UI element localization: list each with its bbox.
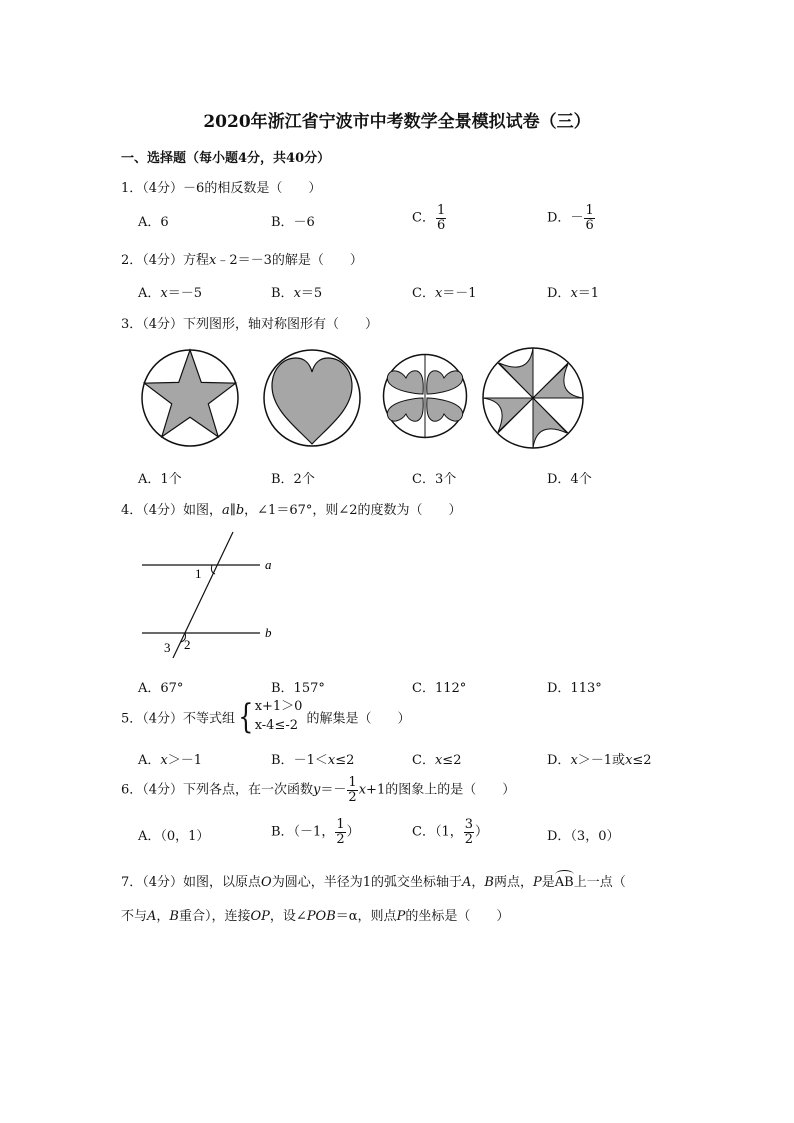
- q6-option-b-fraction: $\frac{1}{2}$: [336, 817, 345, 847]
- q3-option-a: A．1个: [138, 472, 182, 487]
- q6-stem-fraction: $\frac{1}{2}$: [348, 775, 357, 805]
- page-title: 2020年浙江省宁波市中考数学全景模拟试卷（三）: [203, 112, 591, 132]
- angle-1-arc: [211, 565, 215, 574]
- q1-option-b: B．－6: [271, 215, 315, 230]
- q5-option-b: B．－1＜x≤2: [271, 753, 355, 768]
- q4-option-d: D．113°: [547, 681, 602, 696]
- q1-option-a: A．6: [138, 215, 169, 230]
- transversal-line: [173, 532, 233, 658]
- q6-option-a: A．（0，1）: [138, 829, 210, 844]
- q5-stem: 5．（4分）不等式组{ x+1＞0 x-4≤-2 的解集是（ ）: [121, 696, 411, 737]
- q1-option-c: [412, 204, 447, 232]
- pinwheel-in-circle-figure: [481, 346, 585, 450]
- label-angle-3: 3: [164, 640, 171, 655]
- q4-option-b: B．157°: [271, 681, 325, 696]
- q5-option-a: A．x＞－1: [138, 753, 203, 768]
- q1-stem: 1．（4分）－6的相反数是（ ）: [121, 181, 322, 196]
- section-heading: 一、选择题（每小题4分，共40分）: [121, 151, 331, 166]
- q2-stem: 2．（4分）方程x﹣2＝－3的解是（ ）: [121, 253, 363, 268]
- q1-option-d: D．－ $\frac{1}{6}$: [547, 203, 594, 233]
- q1-option-d-label: D．: [547, 210, 571, 226]
- four-hearts-figure: [382, 353, 468, 439]
- q7-stem-line-1: 7．（4分）如图，以原点O为圆心，半径为1的弧交坐标轴于A，B两点，P是AB上一点（: [121, 875, 626, 890]
- q6-option-b: B．（－1， $\frac{1}{2}$ ）: [271, 817, 360, 847]
- q1-option-c-label: C．: [412, 210, 435, 226]
- star-in-circle-figure: [140, 348, 240, 448]
- label-b: b: [265, 625, 272, 640]
- parallel-lines-figure: [138, 530, 288, 660]
- q1-option-d-fraction: $\frac{1}{6}$: [585, 203, 594, 233]
- q6-option-d: D．（3，0）: [547, 829, 620, 844]
- q6-option-c: C．（1， $\frac{3}{2}$ ）: [412, 817, 489, 847]
- q2-option-b: B．x＝5: [271, 286, 323, 301]
- q4-option-c: C．112°: [412, 681, 467, 696]
- q3-stem: 3．（4分）下列图形，轴对称图形有（ ）: [121, 317, 379, 332]
- heart-in-circle-figure: [262, 348, 362, 448]
- q2-option-c: C．x＝－1: [412, 286, 477, 301]
- label-angle-1: 1: [195, 566, 202, 581]
- q6-stem: 6．（4分）下列各点，在一次函数y＝－ $\frac{1}{2}$ x+1的图象上的是（ ）: [121, 775, 516, 805]
- q5-option-c: C．x≤2: [412, 753, 462, 768]
- q2-option-a: A．x＝－5: [138, 286, 203, 301]
- q3-option-b: B．2个: [271, 472, 315, 487]
- q1-option-c-fraction: $\frac{1}{6}$: [436, 203, 446, 233]
- q5-option-d: D．x＞－1或x≤2: [547, 753, 652, 768]
- q3-option-c: C．3个: [412, 472, 457, 487]
- q7-stem-line-2: 不与A，B重合），连接OP，设∠POB＝α，则点P的坐标是（ ）: [121, 909, 510, 924]
- q2-option-d: D．x＝1: [547, 286, 600, 301]
- q4-stem: 4．（4分）如图，a∥b，∠1＝67°，则∠2的度数为（ ）: [121, 503, 462, 518]
- q4-option-a: A．67°: [138, 681, 184, 696]
- inequality-system: x+1＞0 x-4≤-2: [254, 699, 303, 733]
- label-angle-2: 2: [184, 637, 191, 652]
- label-a: a: [265, 557, 272, 572]
- q6-option-c-fraction: $\frac{3}{2}$: [464, 817, 473, 847]
- arc-ab: AB: [554, 875, 574, 890]
- q3-option-d: D．4个: [547, 472, 592, 487]
